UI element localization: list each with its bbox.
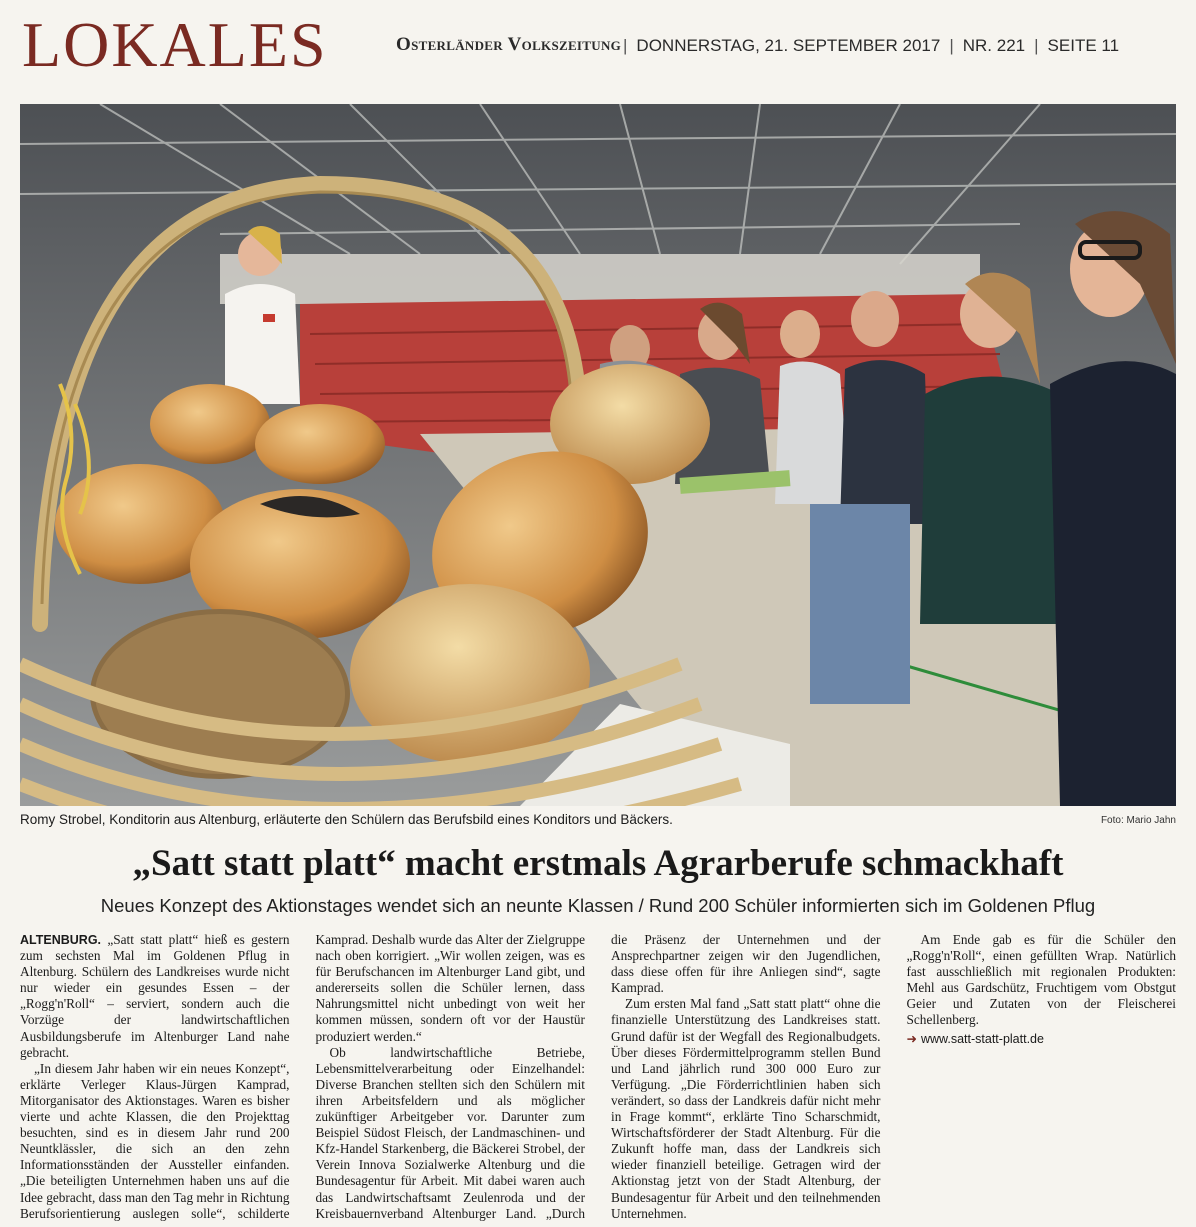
- dateline: ALTENBURG.: [20, 933, 102, 947]
- issue-number: NR. 221: [962, 36, 1026, 55]
- issue-date: DONNERSTAG, 21. SEPTEMBER 2017: [636, 36, 941, 55]
- paragraph: [20, 932, 290, 1061]
- newspaper-name: Osterländer Volkszeitung: [396, 34, 622, 55]
- article-headline: „Satt statt platt“ macht erstmals Agrarberufe schmackhaft: [132, 843, 1064, 884]
- website-url[interactable]: www.satt-statt-platt.de: [920, 1031, 1044, 1046]
- article-photo: [20, 104, 1176, 806]
- separator: |: [949, 36, 954, 55]
- section-title: LOKALES: [22, 9, 328, 80]
- article-subheadline: Neues Konzept des Aktionstages wendet sich an neunte Klassen / Rund 200 Schüler informierten sich im Goldenen Pflug: [100, 895, 1096, 916]
- article-body: [20, 932, 1176, 1224]
- paragraph: Zum ersten Mal fand „Satt statt platt“ ohne die finanzielle Unterstützung des Landkreises statt. Grund dafür ist der Wegfall des Regionalbudgets. Über dieses Fördermittelprogramm stellen Bund und Land jährlich rund 300 000 Euro zur Verfügung. „Die Förderrichtlinien haben sich verändert, so dass der Landkreis dafür nicht mehr in Frage kommt“, erklärte Tino Scharschmidt, Wirtschaftsförderer der Stadt Altenburg. Für die Zukunft hoffe man, dass der Landkreis sich wieder finanziell beteilige. Getragen wird der Aktionstag jetzt von der Stadt Altenburg, der Bundesagentur für Arbeit und den teilnehmenden Unternehmen.: [611, 996, 881, 1221]
- separator: |: [623, 36, 628, 55]
- arrow-icon: ➜: [906, 1031, 917, 1046]
- paragraph: Am Ende gab es für die Schüler den „Rogg'n'Roll“, einen gefüllten Wrap. Natürlich fast ausschließlich mit regionalen Produkten: Mehl aus Gardschütz, Fruchtigem vom Obstgut Geier und Zutaten von der Fleischerei Schellenberg.: [906, 932, 1176, 1028]
- paragraph-text: „Satt statt platt“ hieß es gestern zum sechsten Mal im Goldenen Pflug in Altenburg. Schülern des Landkreises wurde nicht nur wieder ein gesundes Essen – der „Rogg'n'Roll“ – serviert, sondern auch die Vorzüge der landwirtschaftlichen Ausbildungsberufe im Altenburger Land nahe gebracht.: [20, 932, 290, 1060]
- separator: |: [1034, 36, 1039, 55]
- paragraph: „In diesem Jahr haben wir ein neues Konzept“, erklärte Verleger Klaus-Jürgen Kamprad, Mitorganisator des Aktionstages. Waren es bisher vierte und achte Klassen, die den Projekttag besuchten, sind es in diesem Jahr rund 200 Neuntklässler, die sich an den zehn Informationsständen der Aussteller einfanden. „Die beteiligten Unternehmen haben uns auf die Idee gebracht, dass man den Tag mehr in Richtung Berufsorientierung auslegen solle“, schilderte Kamprad. Deshalb wurde das Alter der Zielgruppe nach oben korrigiert. „Wir wollen zeigen, was es für Berufschancen im Altenburger Land gibt, und andererseits sollen die Schüler lernen, dass Nahrungsmittel nicht unbedingt von weit her kommen müssen, sondern oft vor der Haustür produziert werden.“: [20, 932, 585, 1221]
- photo-caption-bar: [20, 810, 1176, 830]
- photo-illustration: [20, 104, 1176, 806]
- photo-credit: Foto: Mario Jahn: [1100, 815, 1176, 826]
- website-link[interactable]: [907, 1031, 1177, 1047]
- paragraph: Ob landwirtschaftliche Betriebe, Lebensmittelverarbeitung oder Einzelhandel: Diverse Branchen stellten sich den Schülern mit ihren Arbeitsfeldern und als möglicher zukünftiger Arbeitgeber vor. Darunter zum Beispiel Südost Fleisch, der Landmaschinen- und Kfz-Handel Starkenberg, die Bäckerei Strobel, der Verein Innova Sozialwerke Altenburg und die Bundesagentur für Arbeit. Mit dabei waren auch das Landwirtschaftsamt Zeulenroda und der Kreisbauernverband Altenburger Land. „Durch die Präsenz der Unternehmen und der Ansprechpartner zeigen wir den Jugendlichen, dass diese offen für ihre Anliegen sind“, sagte Kamprad.: [315, 932, 881, 1221]
- photo-caption: Romy Strobel, Konditorin aus Altenburg, erläuterte den Schülern das Berufsbild eines Konditors und Bäckers.: [20, 812, 673, 827]
- page-number: SEITE 11: [1047, 36, 1120, 55]
- issue-meta: [614, 36, 1119, 56]
- page-header: [0, 0, 1196, 92]
